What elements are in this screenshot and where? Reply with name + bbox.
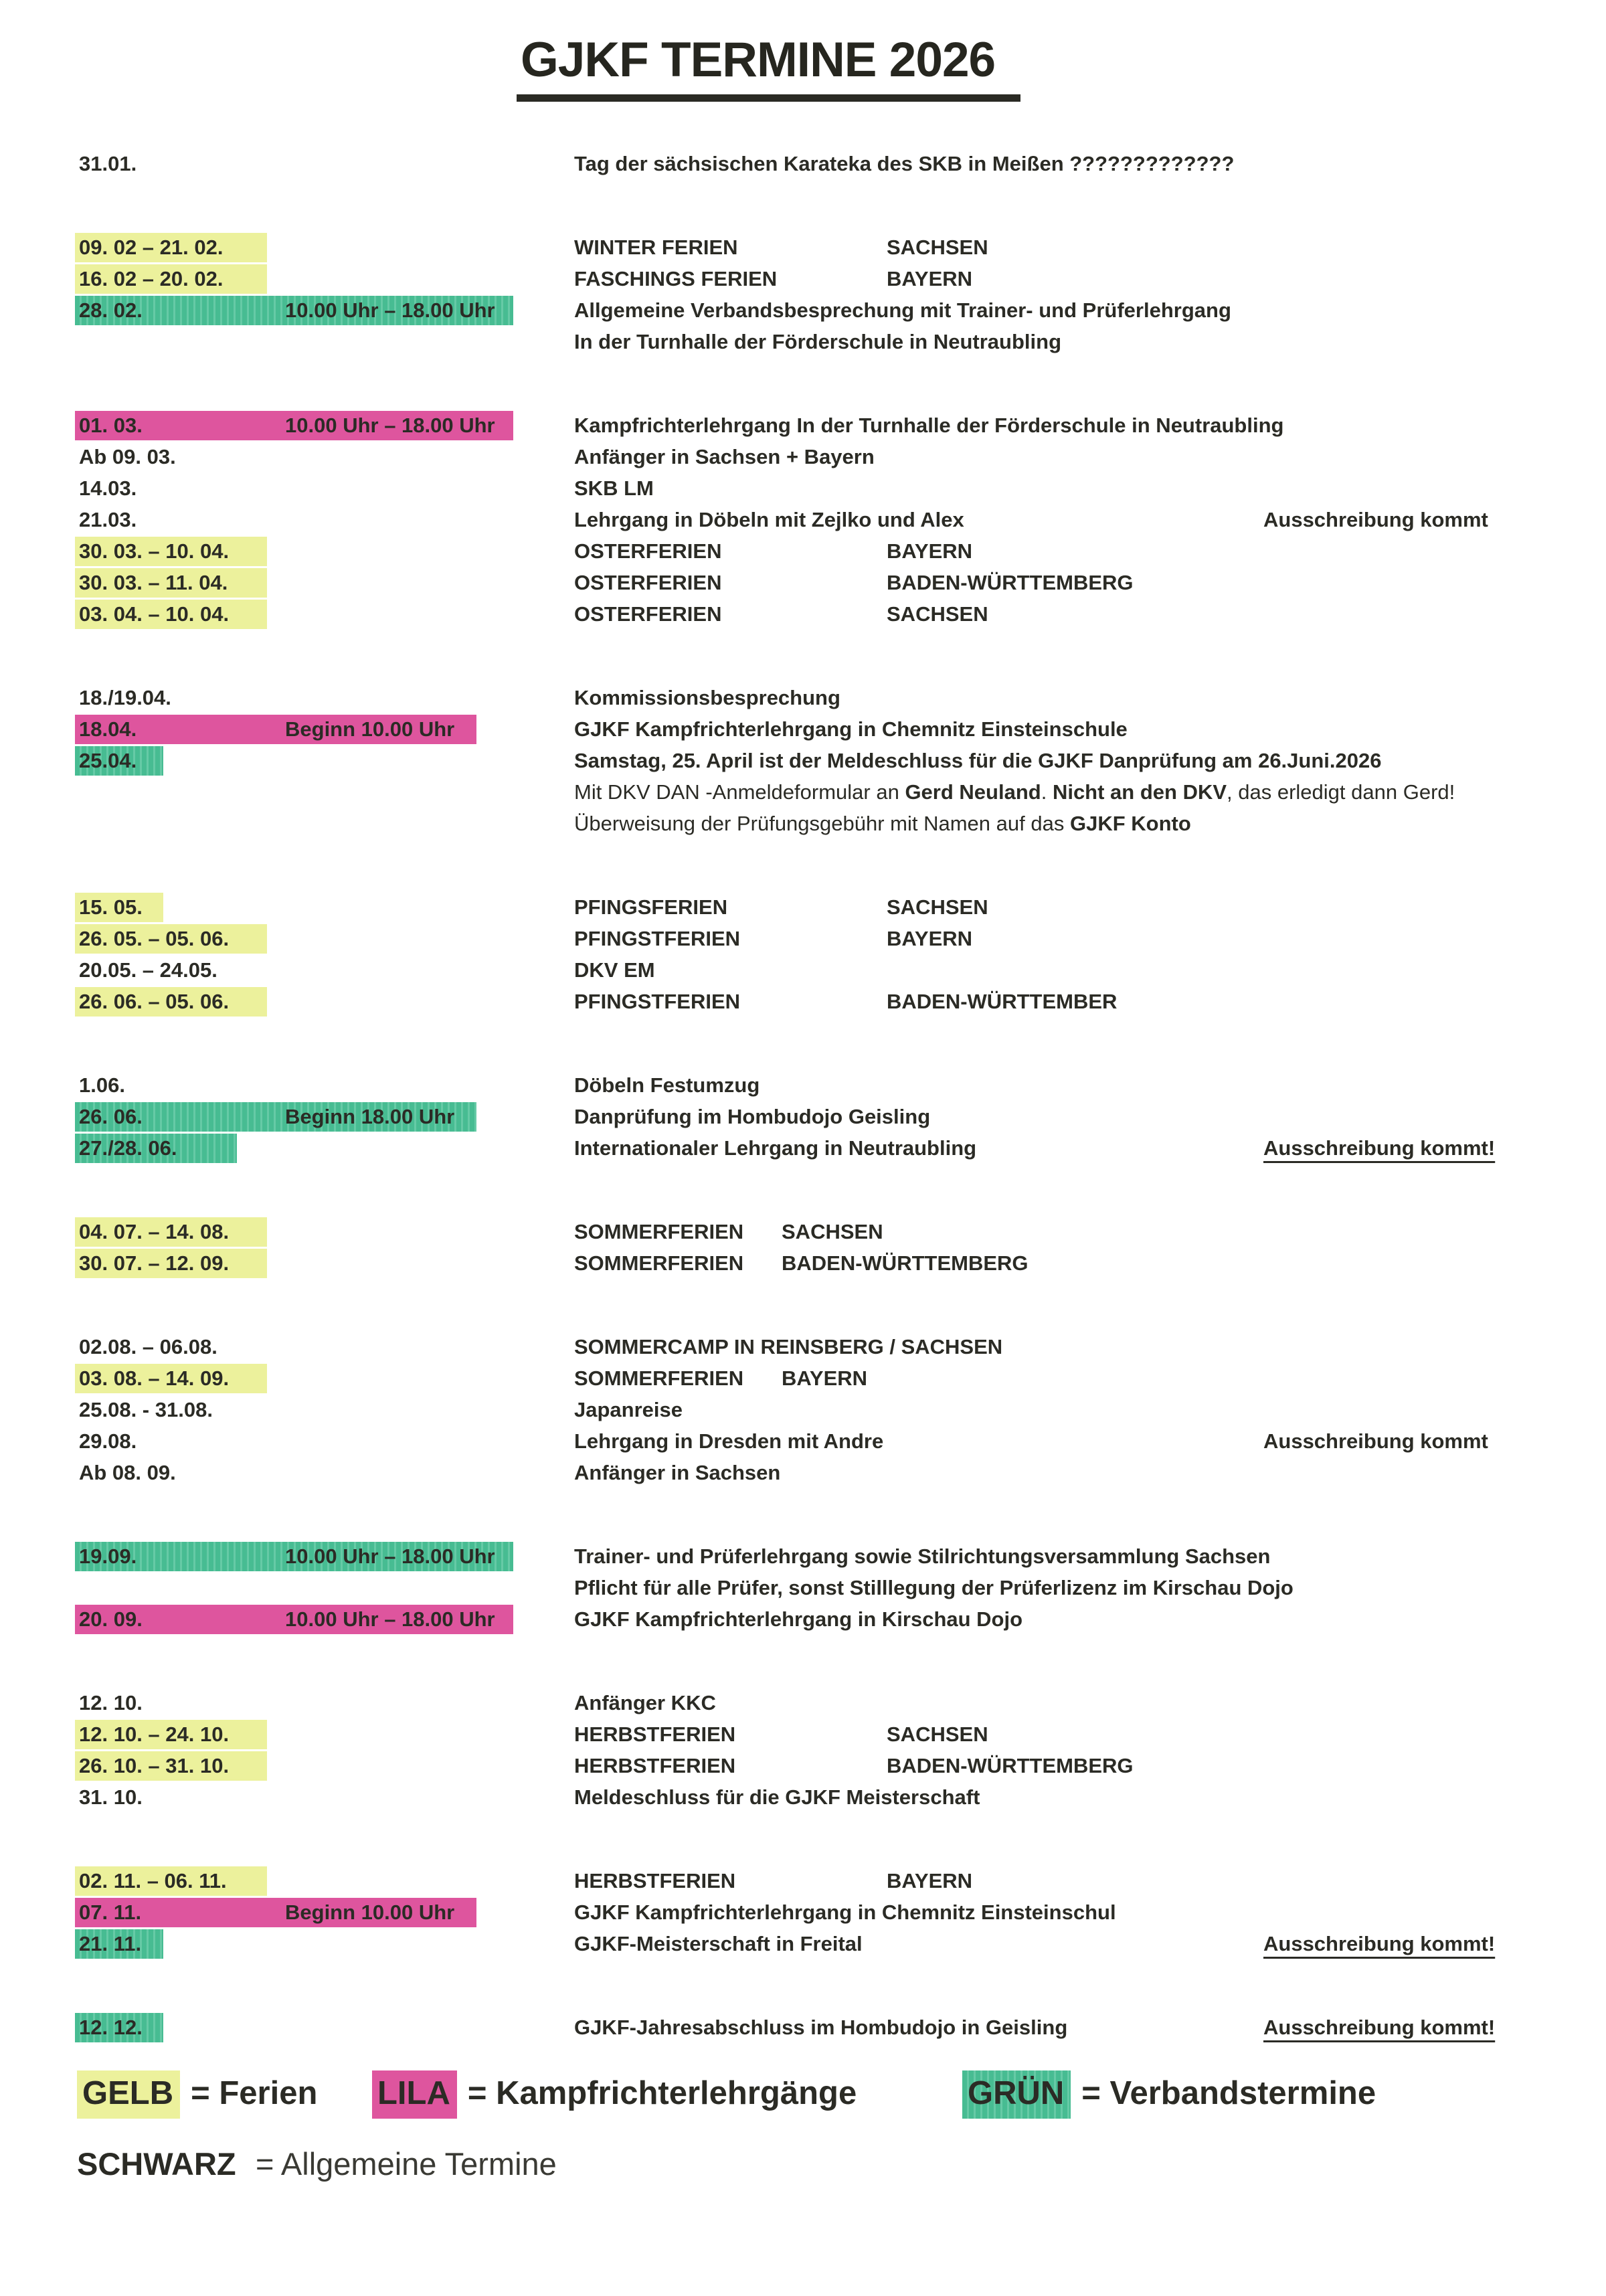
schedule-row xyxy=(0,1426,1606,1458)
time-cell: 10.00 Uhr – 18.00 Uhr xyxy=(285,414,495,437)
date-cell: 12. 12. xyxy=(79,2016,143,2039)
region-cell: BADEN-WÜRTTEMBERG xyxy=(887,1754,1134,1777)
date-cell: 26. 06. – 05. 06. xyxy=(79,990,230,1013)
date-cell: 12. 10. xyxy=(79,1691,143,1714)
schedule xyxy=(0,149,1606,2044)
event-cell: Samstag, 25. April ist der Meldeschluss für die GJKF Danprüfung am 26.Juni.2026 xyxy=(574,749,1382,772)
event-cell: FASCHINGS FERIEN xyxy=(574,267,778,290)
date-cell: 21. 11. xyxy=(79,1932,142,1955)
legend-label-gruen: = Verbandstermine xyxy=(1081,2075,1376,2111)
region-cell: SACHSEN xyxy=(782,1220,883,1243)
region-cell: BADEN-WÜRTTEMBER xyxy=(887,990,1118,1013)
date-cell: 20. 09. xyxy=(79,1607,143,1631)
date-cell: 01. 03. xyxy=(79,414,143,437)
date-cell: 20.05. – 24.05. xyxy=(79,958,217,982)
event-cell: Tag der sächsischen Karateka des SKB in Meißen ????????????? xyxy=(574,152,1235,175)
schedule-row xyxy=(0,1688,1606,1719)
schedule-row xyxy=(0,923,1606,955)
time-cell: Beginn 18.00 Uhr xyxy=(285,1105,455,1128)
schedule-row xyxy=(0,2012,1606,2044)
event-cell: Anfänger in Sachsen + Bayern xyxy=(574,445,875,468)
event-text-segment: Mit DKV DAN -Anmeldeformular an xyxy=(574,780,905,804)
event-cell: Meldeschluss für die GJKF Meisterschaft xyxy=(574,1785,980,1809)
schedule-block xyxy=(0,1332,1606,1489)
date-cell: 31. 10. xyxy=(79,1785,143,1809)
note-cell: Ausschreibung kommt! xyxy=(1263,1932,1496,1955)
legend-black-line xyxy=(0,2145,1606,2192)
date-cell: 07. 11. xyxy=(79,1901,142,1924)
date-cell: 03. 08. – 14. 09. xyxy=(79,1366,230,1390)
region-cell: BAYERN xyxy=(887,1869,973,1892)
legend-item-gelb xyxy=(77,2070,317,2119)
note-cell: Ausschreibung kommt xyxy=(1263,508,1488,531)
schedule-row xyxy=(0,955,1606,986)
schedule-block xyxy=(0,232,1606,358)
event-cell: Japanreise xyxy=(574,1398,683,1421)
schedule-block xyxy=(0,683,1606,840)
schedule-row xyxy=(0,1604,1606,1636)
note-cell: Ausschreibung kommt! xyxy=(1263,2016,1496,2039)
schedule-row xyxy=(0,410,1606,442)
event-cell: HERBSTFERIEN xyxy=(574,1869,736,1892)
legend xyxy=(0,2070,1606,2192)
region-cell: BADEN-WÜRTTEMBERG xyxy=(887,571,1134,594)
schedule-block xyxy=(0,410,1606,630)
date-cell: 26. 10. – 31. 10. xyxy=(79,1754,230,1777)
event-cell: PFINGSFERIEN xyxy=(574,895,728,919)
note-cell: Ausschreibung kommt! xyxy=(1263,1136,1496,1160)
schedule-row xyxy=(0,473,1606,505)
event-cell: GJKF Kampfrichterlehrgang in Kirschau Dojo xyxy=(574,1607,1023,1631)
event-cell: Lehrgang in Dresden mit Andre xyxy=(574,1429,884,1453)
event-cell: Pflicht für alle Prüfer, sonst Stilllegung der Prüferlizenz im Kirschau Dojo xyxy=(574,1576,1293,1599)
schedule-row xyxy=(0,1866,1606,1897)
event-cell: Allgemeine Verbandsbesprechung mit Trainer- und Prüferlehrgang xyxy=(574,298,1231,322)
date-cell: 25.04. xyxy=(79,749,137,772)
schedule-block xyxy=(0,149,1606,180)
event-cell: SKB LM xyxy=(574,476,654,500)
region-cell: BAYERN xyxy=(782,1366,868,1390)
schedule-row xyxy=(0,1751,1606,1782)
event-cell: PFINGSTFERIEN xyxy=(574,990,741,1013)
event-cell: In der Turnhalle der Förderschule in Neutraubling xyxy=(574,330,1062,353)
schedule-block xyxy=(0,2012,1606,2044)
schedule-row xyxy=(0,327,1606,358)
note-cell: Ausschreibung kommt xyxy=(1263,1429,1488,1453)
page-title: GJKF TERMINE 2026 xyxy=(517,32,1020,102)
date-cell: 27./28. 06. xyxy=(79,1136,177,1160)
event-cell: OSTERFERIEN xyxy=(574,571,722,594)
schedule-row xyxy=(0,745,1606,777)
schedule-row xyxy=(0,264,1606,295)
schedule-row xyxy=(0,1395,1606,1426)
date-cell: 16. 02 – 20. 02. xyxy=(79,267,224,290)
time-cell: Beginn 10.00 Uhr xyxy=(285,1901,455,1924)
legend-label-gelb: = Ferien xyxy=(191,2075,318,2111)
schedule-row xyxy=(0,1458,1606,1489)
schedule-row xyxy=(0,892,1606,923)
legend-item-gruen xyxy=(962,2070,1376,2119)
event-cell: SOMMERFERIEN xyxy=(574,1366,744,1390)
date-cell: 31.01. xyxy=(79,152,137,175)
region-cell: SACHSEN xyxy=(887,895,988,919)
schedule-row xyxy=(0,599,1606,630)
date-cell: 02. 11. – 06. 11. xyxy=(79,1869,227,1892)
date-cell: 26. 06. xyxy=(79,1105,143,1128)
event-cell: Internationaler Lehrgang in Neutraubling xyxy=(574,1136,977,1160)
event-cell: Danprüfung im Hombudojo Geisling xyxy=(574,1105,931,1128)
event-cell: PFINGSTFERIEN xyxy=(574,927,741,950)
date-cell: 25.08. - 31.08. xyxy=(79,1398,213,1421)
legend-color-line xyxy=(0,2070,1606,2145)
schedule-row xyxy=(0,1248,1606,1279)
legend-item-lila xyxy=(372,2070,857,2119)
event-cell: GJKF-Meisterschaft in Freital xyxy=(574,1932,863,1955)
region-cell: SACHSEN xyxy=(887,602,988,626)
event-cell xyxy=(574,777,1455,807)
date-cell: 09. 02 – 21. 02. xyxy=(79,236,224,259)
legend-key-schwarz: SCHWARZ xyxy=(77,2146,236,2182)
event-cell: GJKF-Jahresabschluss im Hombudojo in Geisling xyxy=(574,2016,1068,2039)
schedule-row xyxy=(0,1897,1606,1929)
date-cell: 03. 04. – 10. 04. xyxy=(79,602,230,626)
region-cell: SACHSEN xyxy=(887,236,988,259)
event-cell: GJKF Kampfrichterlehrgang in Chemnitz Einsteinschule xyxy=(574,717,1128,741)
date-cell: 04. 07. – 14. 08. xyxy=(79,1220,230,1243)
schedule-row xyxy=(0,777,1606,808)
date-cell: 19.09. xyxy=(79,1544,137,1568)
region-cell: BAYERN xyxy=(887,927,973,950)
event-cell: OSTERFERIEN xyxy=(574,602,722,626)
schedule-row xyxy=(0,1070,1606,1101)
event-cell: Anfänger KKC xyxy=(574,1691,716,1714)
schedule-row xyxy=(0,1782,1606,1814)
schedule-block xyxy=(0,892,1606,1018)
schedule-row xyxy=(0,986,1606,1018)
schedule-row xyxy=(0,1541,1606,1573)
schedule-row xyxy=(0,1217,1606,1248)
event-cell: Trainer- und Prüferlehrgang sowie Stilrichtungsversammlung Sachsen xyxy=(574,1544,1271,1568)
schedule-row xyxy=(0,1929,1606,1960)
date-cell: Ab 09. 03. xyxy=(79,445,176,468)
event-text-segment: , das erledigt dann Gerd! xyxy=(1227,780,1455,804)
event-cell: Anfänger in Sachsen xyxy=(574,1461,781,1484)
schedule-row xyxy=(0,505,1606,536)
legend-label-schwarz: = Allgemeine Termine xyxy=(256,2146,557,2182)
region-cell: SACHSEN xyxy=(887,1723,988,1746)
event-text-segment: Nicht an den DKV xyxy=(1052,780,1227,804)
event-text-segment: Überweisung der Prüfungsgebühr mit Namen auf das xyxy=(574,812,1070,835)
legend-label-lila: = Kampfrichterlehrgänge xyxy=(467,2075,857,2111)
schedule-row xyxy=(0,1363,1606,1395)
date-cell: 1.06. xyxy=(79,1073,125,1097)
schedule-row xyxy=(0,1133,1606,1164)
date-cell: 15. 05. xyxy=(79,895,143,919)
schedule-row xyxy=(0,149,1606,180)
date-cell: 30. 03. – 10. 04. xyxy=(79,539,230,563)
date-cell: 26. 05. – 05. 06. xyxy=(79,927,230,950)
region-cell: BAYERN xyxy=(887,539,973,563)
time-cell: 10.00 Uhr – 18.00 Uhr xyxy=(285,1544,495,1568)
schedule-row xyxy=(0,442,1606,473)
date-cell: 30. 07. – 12. 09. xyxy=(79,1251,230,1275)
schedule-block xyxy=(0,1688,1606,1814)
event-cell: Lehrgang in Döbeln mit Zejlko und Alex xyxy=(574,508,964,531)
time-cell: Beginn 10.00 Uhr xyxy=(285,717,455,741)
schedule-block xyxy=(0,1866,1606,1960)
time-cell: 10.00 Uhr – 18.00 Uhr xyxy=(285,298,495,322)
event-cell: SOMMERFERIEN xyxy=(574,1251,744,1275)
schedule-row xyxy=(0,714,1606,745)
event-cell: OSTERFERIEN xyxy=(574,539,722,563)
schedule-row xyxy=(0,1719,1606,1751)
event-cell: SOMMERCAMP IN REINSBERG / SACHSEN xyxy=(574,1335,1003,1358)
event-cell: WINTER FERIEN xyxy=(574,236,738,259)
schedule-row xyxy=(0,1332,1606,1363)
schedule-row xyxy=(0,232,1606,264)
schedule-row xyxy=(0,1573,1606,1604)
event-cell: Döbeln Festumzug xyxy=(574,1073,760,1097)
schedule-block xyxy=(0,1217,1606,1279)
event-cell: SOMMERFERIEN xyxy=(574,1220,744,1243)
event-cell: Kommissionsbesprechung xyxy=(574,686,840,709)
schedule-row xyxy=(0,808,1606,840)
schedule-row xyxy=(0,1101,1606,1133)
date-cell: 18./19.04. xyxy=(79,686,171,709)
date-cell: Ab 08. 09. xyxy=(79,1461,176,1484)
date-cell: 12. 10. – 24. 10. xyxy=(79,1723,230,1746)
event-cell: GJKF Kampfrichterlehrgang in Chemnitz Einsteinschul xyxy=(574,1901,1116,1924)
date-cell: 21.03. xyxy=(79,508,137,531)
legend-swatch-gruen: GRÜN xyxy=(962,2070,1071,2119)
date-cell: 30. 03. – 11. 04. xyxy=(79,571,228,594)
region-cell: BADEN-WÜRTTEMBERG xyxy=(782,1251,1029,1275)
event-cell: DKV EM xyxy=(574,958,655,982)
schedule-row xyxy=(0,683,1606,714)
event-text-segment: Gerd Neuland xyxy=(905,780,1041,804)
region-cell: BAYERN xyxy=(887,267,973,290)
date-cell: 18.04. xyxy=(79,717,137,741)
event-cell: HERBSTFERIEN xyxy=(574,1723,736,1746)
date-cell: 14.03. xyxy=(79,476,137,500)
schedule-row xyxy=(0,567,1606,599)
event-text-segment: GJKF Konto xyxy=(1069,812,1191,835)
event-cell: HERBSTFERIEN xyxy=(574,1754,736,1777)
event-text-segment: . xyxy=(1041,780,1053,804)
schedule-row xyxy=(0,536,1606,567)
schedule-block xyxy=(0,1541,1606,1636)
event-cell xyxy=(574,808,1191,838)
date-cell: 02.08. – 06.08. xyxy=(79,1335,217,1358)
event-cell: Kampfrichterlehrgang In der Turnhalle der Förderschule in Neutraubling xyxy=(574,414,1284,437)
schedule-row xyxy=(0,295,1606,327)
date-cell: 29.08. xyxy=(79,1429,137,1453)
date-cell: 28. 02. xyxy=(79,298,143,322)
legend-swatch-gelb: GELB xyxy=(77,2070,180,2119)
time-cell: 10.00 Uhr – 18.00 Uhr xyxy=(285,1607,495,1631)
legend-swatch-lila: LILA xyxy=(372,2070,457,2119)
schedule-block xyxy=(0,1070,1606,1164)
